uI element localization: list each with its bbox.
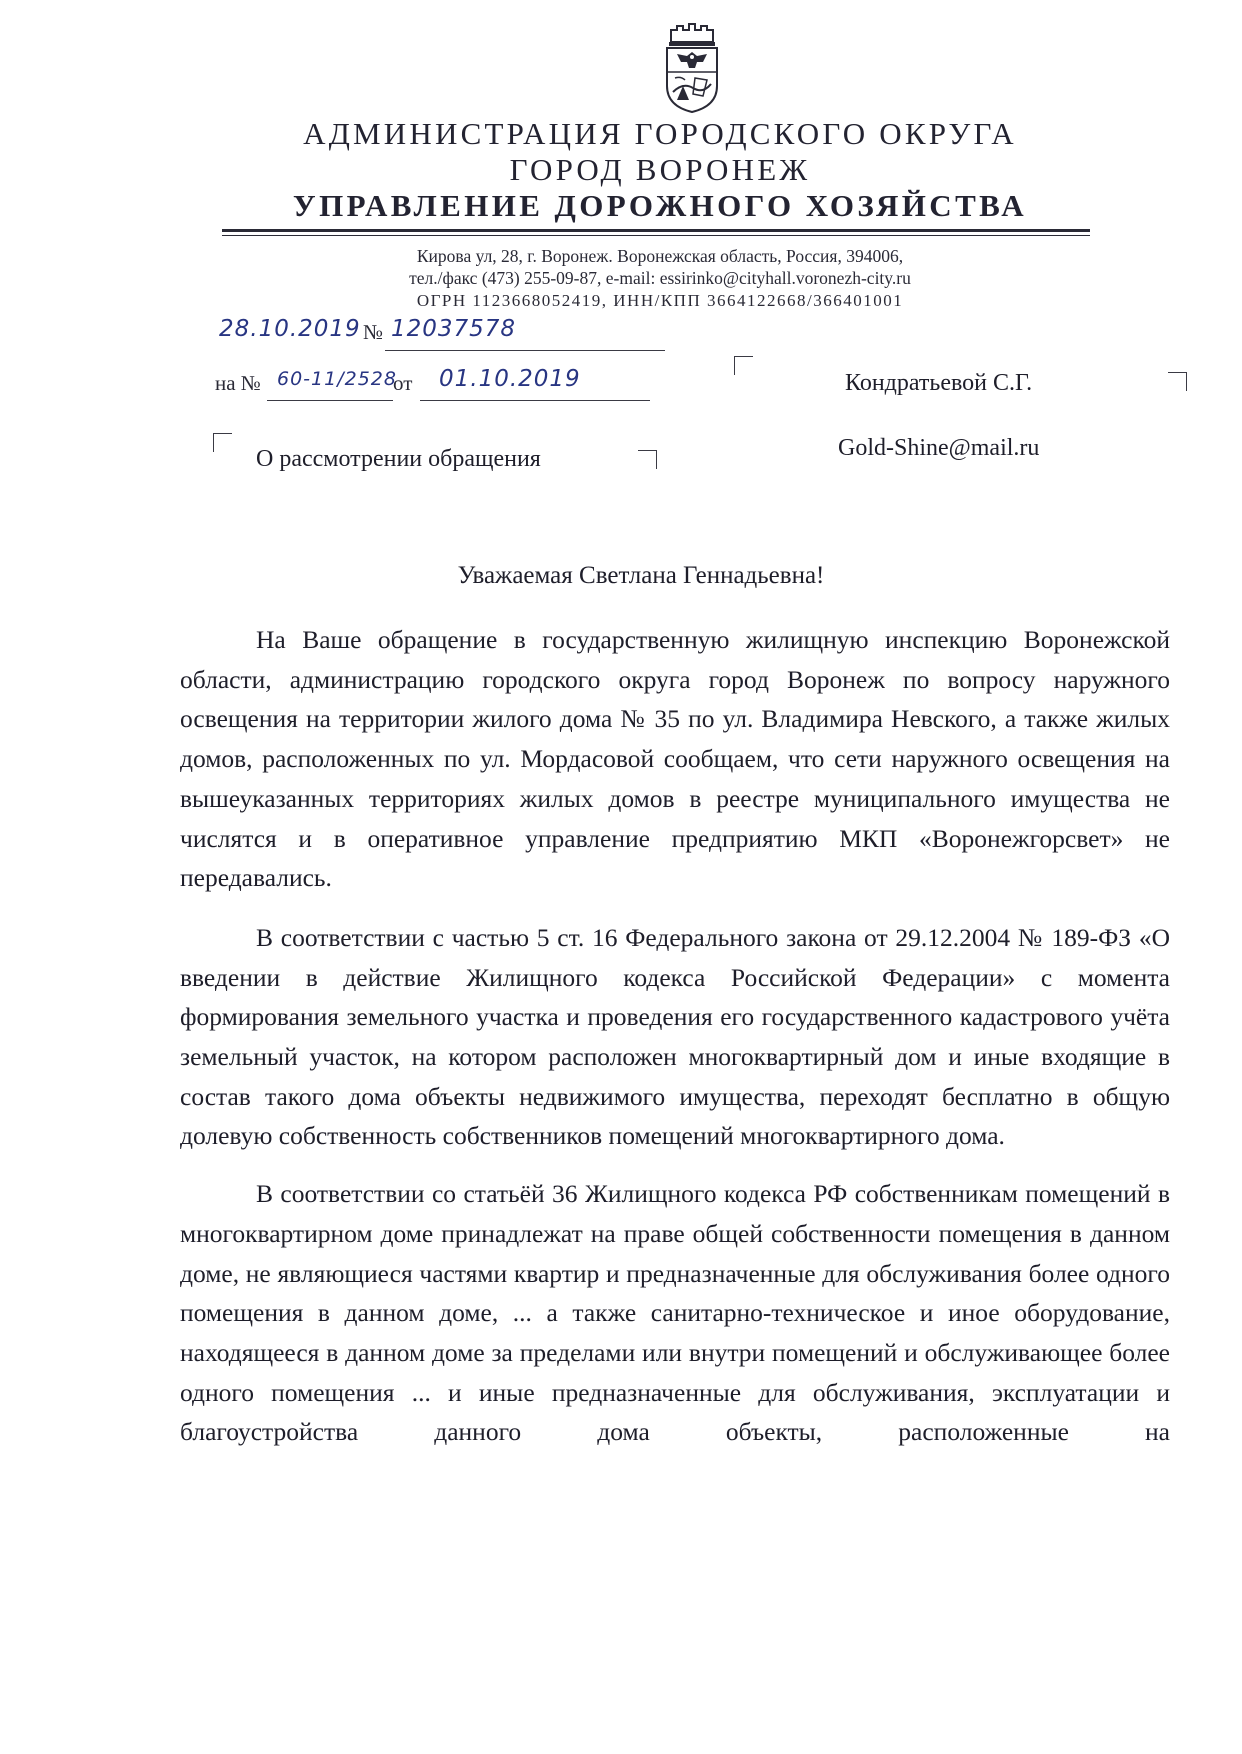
address-line: Кирова ул, 28, г. Воронеж. Воронежская область, Россия, 394006, bbox=[416, 246, 904, 266]
letterhead-rule-thick bbox=[222, 229, 1090, 232]
registration-ids-line: ОГРН 1123668052419, ИНН/КПП 3664122668/366401001 bbox=[416, 291, 904, 310]
reply-to-date: 01.10.2019 bbox=[439, 366, 581, 392]
subject-corner-mark bbox=[638, 450, 657, 469]
from-label: от bbox=[393, 371, 413, 395]
reply-to-number: 60-11/2528 bbox=[277, 368, 397, 390]
body-paragraph: В соответствии с частью 5 ст. 16 Федерального закона от 29.12.2004 № 189-ФЗ «О введении в действие Жилищного кодекса Российской Федерации» с момента формирования земельного участка и проведения его государственного кадастрового учёта земельный участок, на котором расположен многоквартирный дом и иные входящие в состав такого дома объекты недвижимого имущества, переходят бесплатно в общую долевую собственность собственников помещений многоквартирного дома. bbox=[180, 922, 1170, 1151]
letterhead-rule-thin bbox=[222, 235, 1090, 236]
outgoing-registration bbox=[215, 316, 635, 356]
incoming-reference bbox=[215, 368, 645, 408]
outgoing-number: 12037578 bbox=[391, 316, 517, 342]
letter-body bbox=[180, 620, 1170, 1470]
fill-line bbox=[420, 400, 650, 401]
contact-line: тел./факс (473) 255-09-87, e-mail: essirinko@cityhall.voronezh-city.ru bbox=[409, 268, 911, 288]
salutation: Уважаемая Светлана Геннадьевна! bbox=[457, 562, 825, 589]
subject-corner-mark bbox=[213, 433, 232, 452]
voronezh-coat-of-arms-icon bbox=[663, 22, 721, 114]
recipient-email: Gold-Shine@mail.ru bbox=[838, 435, 1040, 461]
body-paragraph: В соответствии со статьёй 36 Жилищного кодекса РФ собственникам помещений в многоквартирном доме принадлежат на праве общей собственности помещения в данном доме, не являющиеся частями квартир и предназначенные для обслуживания более одного помещения в данном доме, ... а также санитарно-техническое и иное оборудование, находящееся в данном доме за пределами или внутри помещений и обслуживающее более одного помещения ... и иные предназначенные для обслуживания, эксплуатации и благоустройства данного дома объекты, расположенные на bbox=[180, 1179, 1170, 1447]
recipient-corner-mark bbox=[734, 356, 753, 375]
fill-line bbox=[267, 400, 393, 401]
fill-line bbox=[385, 350, 665, 351]
department-name: УПРАВЛЕНИЕ ДОРОЖНОГО ХОЗЯЙСТВА bbox=[292, 188, 1028, 223]
body-paragraph: На Ваше обращение в государственную жилищную инспекцию Воронежской области, администрацию городского округа город Воронеж по вопросу наружного освещения на территории жилого дома № 35 по ул. Владимира Невского, а также жилых домов, расположенных по ул. Мордасовой сообщаем, что сети наружного освещения на вышеуказанных территориях жилых домов в реестре муниципального имущества не числятся и в оперативное управление предприятию МКП «Воронежгорсвет» не передавались. bbox=[180, 625, 1170, 893]
letter-subject: О рассмотрении обращения bbox=[256, 446, 541, 472]
org-name-line2: ГОРОД ВОРОНЕЖ bbox=[509, 152, 811, 187]
org-name-line1: АДМИНИСТРАЦИЯ ГОРОДСКОГО ОКРУГА bbox=[303, 116, 1017, 151]
outgoing-date: 28.10.2019 bbox=[219, 316, 361, 342]
recipient-corner-mark bbox=[1168, 372, 1187, 391]
recipient-name: Кондратьевой С.Г. bbox=[845, 370, 1033, 396]
reply-to-label: на № bbox=[215, 371, 261, 395]
number-label: № bbox=[363, 320, 384, 344]
